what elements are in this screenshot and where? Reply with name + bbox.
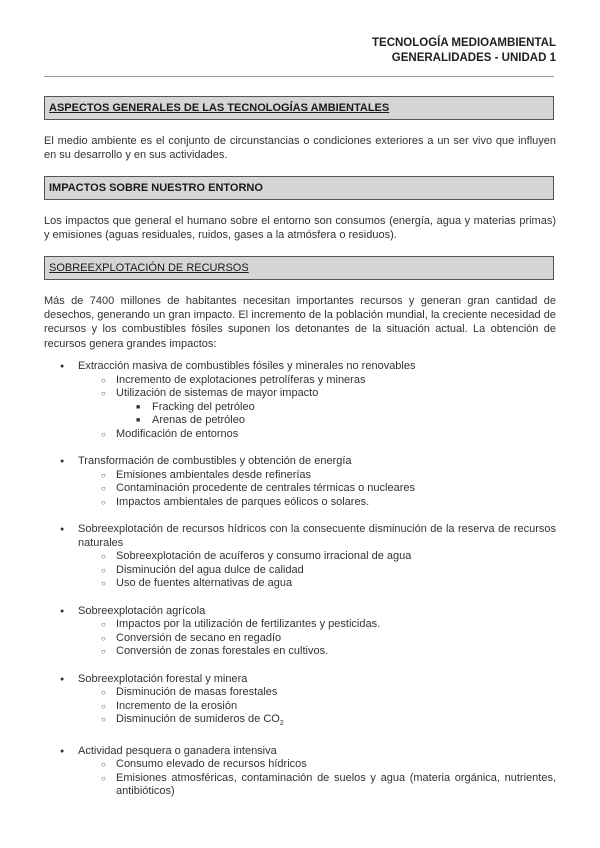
sub-sub-list-item: ■ Arenas de petróleo: [44, 414, 556, 428]
header-divider: [44, 76, 554, 77]
list-item: ● Extracción masiva de combustibles fósiles y minerales no renovables: [44, 360, 556, 374]
list-item: ● Sobreexplotación forestal y minera: [44, 673, 556, 687]
sub-list-item: ○ Conversión de zonas forestales en cultivos.: [44, 645, 556, 659]
sub-list-item: ○ Utilización de sistemas de mayor impacto: [44, 387, 556, 401]
sub-list-item: ○ Modificación de entornos: [44, 428, 556, 442]
impacts-list: [44, 360, 556, 799]
list-item: ● Actividad pesquera o ganadera intensiva: [44, 745, 556, 759]
list-item: ● Sobreexplotación de recursos hídricos con la consecuente disminución de la reserva de recursos naturales: [44, 523, 556, 550]
sub-list-item: ○ Conversión de secano en regadío: [44, 632, 556, 646]
sub-list-item: ○ Incremento de la erosión: [44, 700, 556, 714]
list-item: ● Transformación de combustibles y obtención de energía: [44, 455, 556, 469]
sub-list-item: ○ Emisiones atmosféricas, contaminación de suelos y agua (materia orgánica, nutrientes, antibióticos): [44, 772, 556, 799]
header-unit: GENERALIDADES - UNIDAD 1: [391, 52, 556, 64]
header-subject: TECNOLOGÍA MEDIOAMBIENTAL: [372, 37, 556, 49]
section-heading-impacts: IMPACTOS SOBRE NUESTRO ENTORNO: [44, 176, 554, 200]
sub-list-item: ○ Consumo elevado de recursos hídricos: [44, 758, 556, 772]
document-header: [372, 36, 556, 66]
paragraph-impacts: Los impactos que general el humano sobre el entorno son consumos (energía, agua y materias primas) y emisiones (aguas residuales, ruidos, gases a la atmósfera o residuos).: [44, 215, 556, 242]
sub-list-item-co2: [44, 713, 556, 731]
list-item: ● Sobreexplotación agrícola: [44, 605, 556, 619]
sub-list-item: ○ Impactos por la utilización de fertilizantes y pesticidas.: [44, 618, 556, 632]
section-heading-general-aspects: ASPECTOS GENERALES DE LAS TECNOLOGÍAS AMBIENTALES: [44, 96, 554, 120]
sub-list-item: ○ Contaminación procedente de centrales térmicas o nucleares: [44, 482, 556, 496]
sub-list-item: ○ Sobreexplotación de acuíferos y consumo irracional de agua: [44, 550, 556, 564]
paragraph-definition: El medio ambiente es el conjunto de circunstancias o condiciones exteriores a un ser vivo que influyen en su desarrollo y en sus actividades.: [44, 135, 556, 162]
sub-list-item: ○ Disminución del agua dulce de calidad: [44, 564, 556, 578]
paragraph-overexploitation: Más de 7400 millones de habitantes necesitan importantes recursos y generan gran cantidad de desechos, generando un gran impacto. El incremento de la población mundial, la creciente necesidad de recursos y los combustibles fósiles suponen los detonantes de la situación actual. La obtención de recursos genera grandes impactos:: [44, 295, 556, 350]
sub-sub-list-item: ■ Fracking del petróleo: [44, 401, 556, 415]
sub-list-item: ○ Uso de fuentes alternativas de agua: [44, 577, 556, 591]
sub-list-item: ○ Emisiones ambientales desde refinerías: [44, 469, 556, 483]
sub-list-item: ○ Incremento de explotaciones petrolíferas y mineras: [44, 374, 556, 388]
co2-text: Disminución de sumideros de CO: [116, 713, 280, 725]
co2-subscript: 2: [279, 720, 284, 728]
section-heading-overexploitation: SOBREEXPLOTACIÓN DE RECURSOS: [44, 256, 554, 280]
sub-list-item: ○ Disminución de masas forestales: [44, 686, 556, 700]
sub-list-item: ○ Impactos ambientales de parques eólicos o solares.: [44, 496, 556, 510]
